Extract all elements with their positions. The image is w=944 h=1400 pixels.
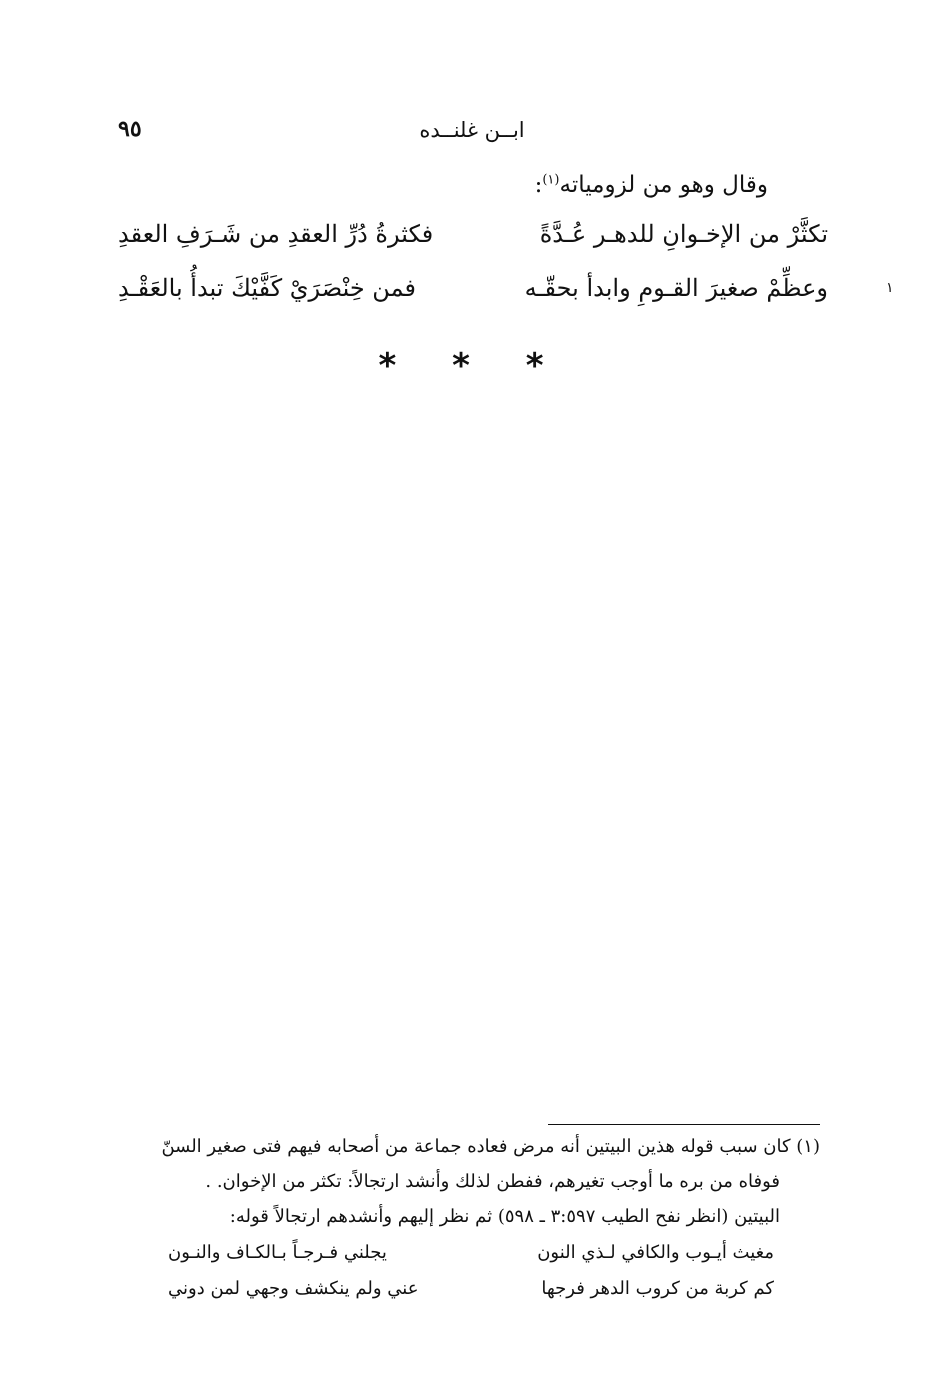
margin-mark: ١: [886, 280, 894, 296]
footnote-verse-second-hemistich: عني ولم ينكشف وجهي لمن دوني: [168, 1278, 419, 1299]
verse-first-hemistich: وعظِّمْ صغيرَ القـومِ وابدأ بحقّـه: [524, 274, 828, 302]
intro-text: وقال وهو من لزومياته: [559, 172, 768, 198]
verse-first-hemistich: تكثَّرْ من الإخـوانِ للدهـر عُـدَّةً: [539, 220, 828, 248]
footnote-verse: [168, 1278, 774, 1308]
footnote-verse-first-hemistich: مغيث أيـوب والكافي لـذي النون: [537, 1242, 774, 1263]
footnote-verse-first-hemistich: كم كربة من كروب الدهر فرجها: [541, 1278, 774, 1299]
page-number: ٩٥: [118, 116, 142, 142]
poem-introduction: [535, 172, 768, 198]
footnote-verse: [168, 1242, 774, 1272]
footnote-line: البيتين (انظر نفح الطيب ٣:٥٩٧ ـ ٥٩٨) ثم نظر إليهم وأنشدهم ارتجالاً قوله:: [229, 1206, 780, 1227]
footnote-divider: [548, 1124, 820, 1125]
verse-second-hemistich: فمن خِنْصَرَيْ كَفَّيْكَ تبدأُ بالعَقْـدِ: [118, 274, 416, 302]
footnote-reference: (١): [542, 172, 560, 188]
footnote-verse-second-hemistich: يجلني فـرجـاً بـالكـاف والنـون: [168, 1242, 387, 1263]
footnote-line: فوفاه من بره ما أوجب تغيرهم، ففطن لذلك وأنشد ارتجالاً: تكثر من الإخوان. .: [205, 1171, 780, 1192]
section-separator: * * *: [378, 346, 566, 386]
footnote-line: (١) كان سبب قوله هذين البيتين أنه مرض فعاده جماعة من أصحابه فيهم فتى صغير السنّ: [161, 1136, 820, 1157]
running-header-title: ابــن غلنــده: [419, 118, 525, 142]
intro-colon: :: [534, 172, 543, 198]
poem-verse: [118, 274, 828, 314]
poem-verse: [118, 220, 828, 260]
verse-second-hemistich: فكثرةُ دُرِّ العقدِ من شَـرَفِ العقدِ: [118, 220, 434, 248]
